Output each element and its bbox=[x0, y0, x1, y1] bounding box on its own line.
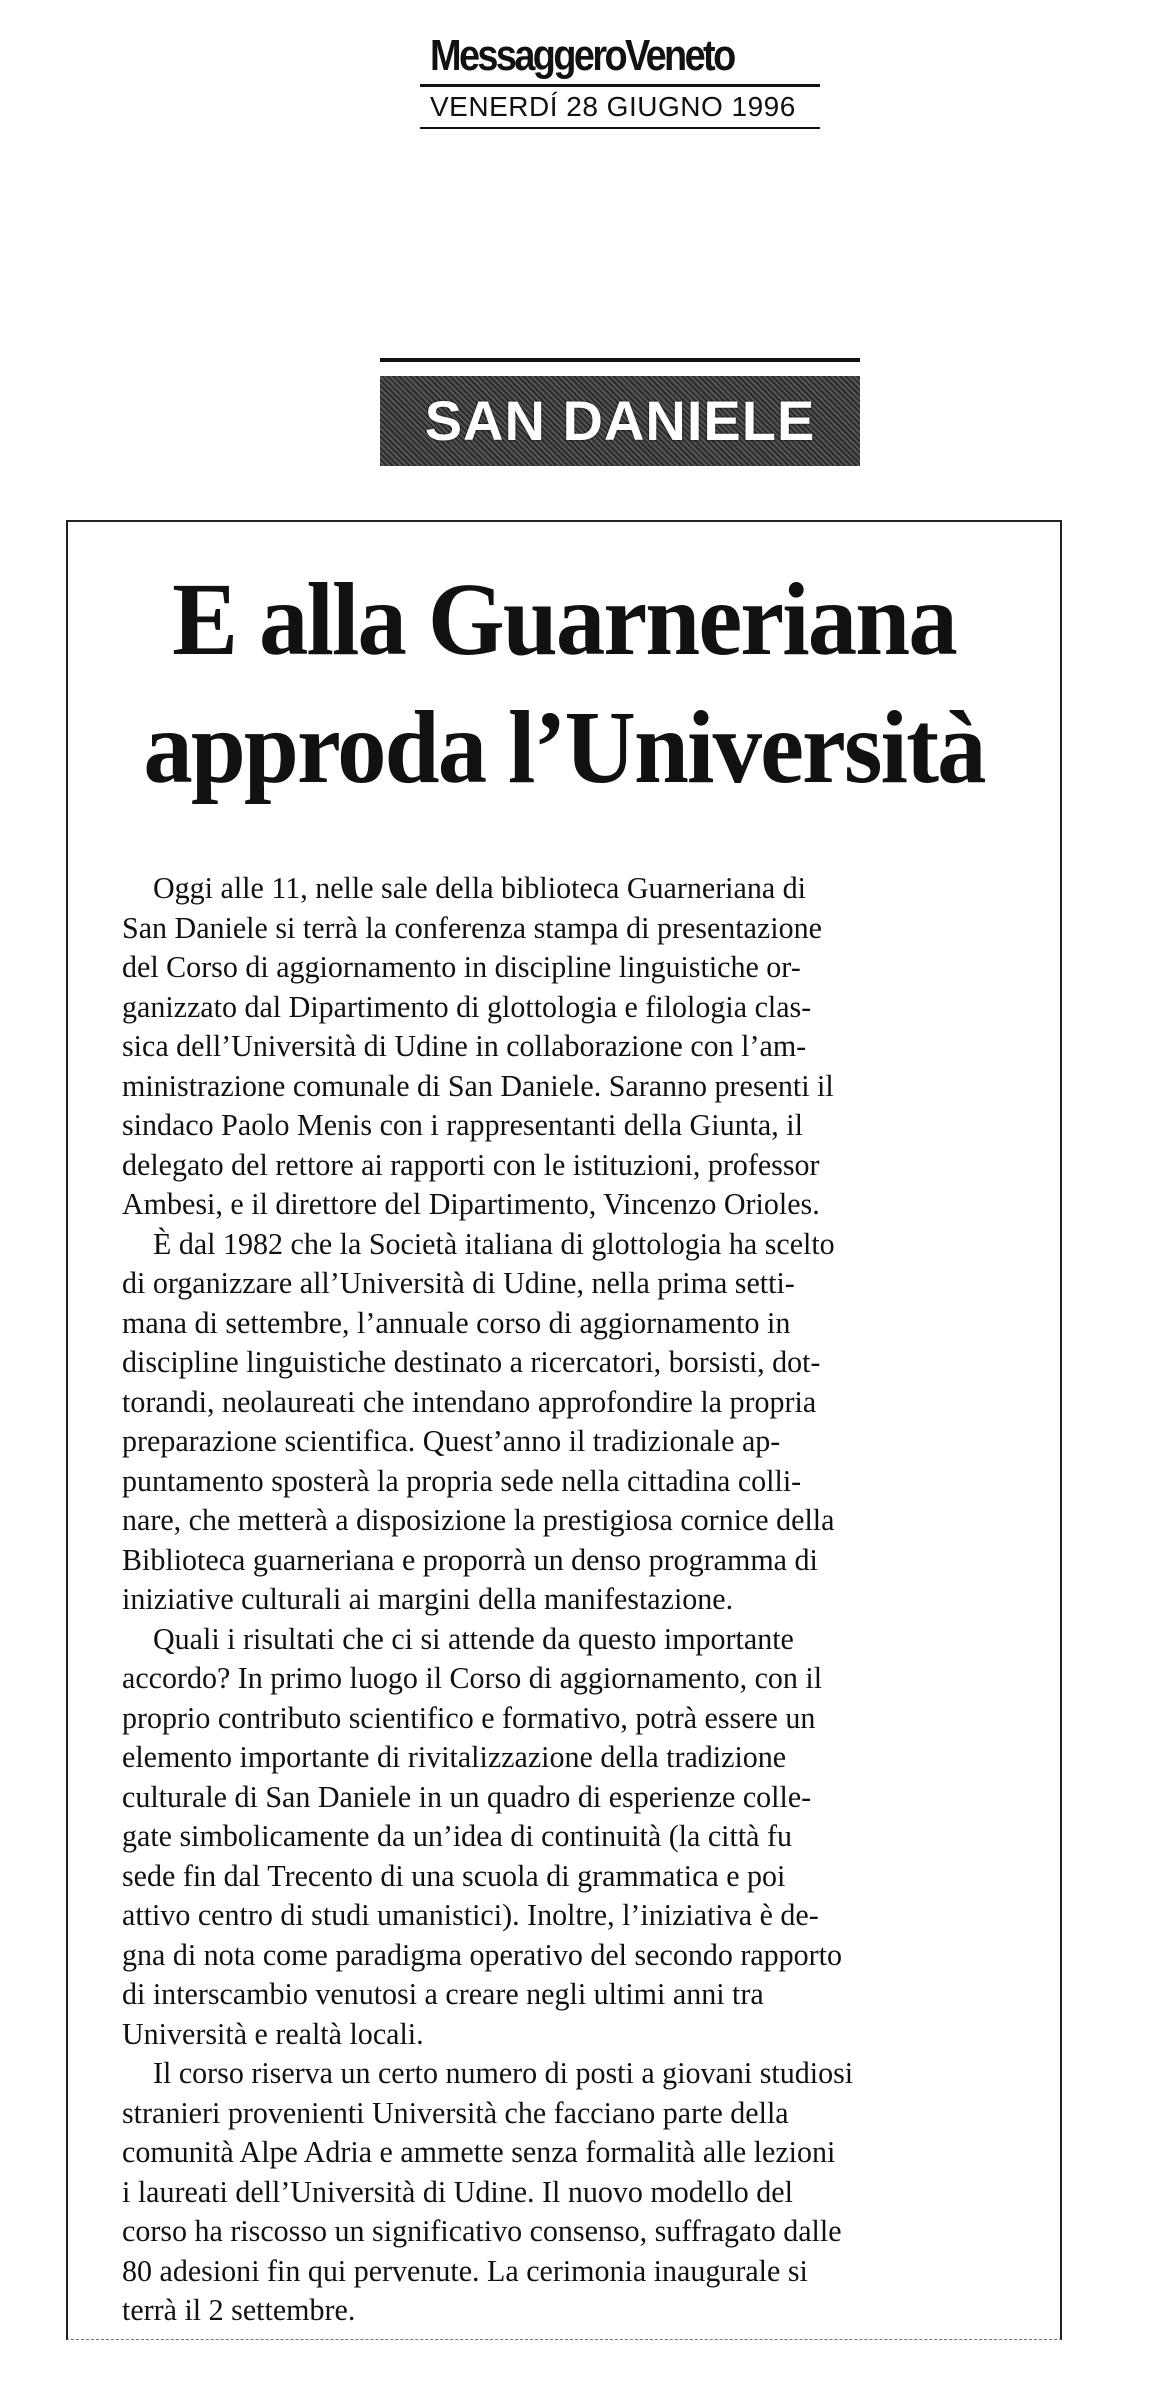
masthead-rule-bottom bbox=[420, 127, 820, 129]
section-label: SAN DANIELE bbox=[380, 376, 860, 466]
body-line: culturale di San Daniele in un quadro di esperienze colle- bbox=[122, 1778, 812, 1814]
body-line: corso ha riscosso un significativo consenso, suffragato dalle bbox=[122, 2213, 842, 2248]
body-line: accordo? In primo luogo il Corso di aggiornamento, con il bbox=[122, 1660, 823, 1695]
body-line: preparazione scientifica. Quest’anno il tradizionale ap- bbox=[122, 1423, 781, 1458]
body-line: di interscambio venutosi a creare negli ultimi anni tra bbox=[122, 1976, 764, 2011]
body-line: 80 adesioni fin qui pervenute. La cerimonia inaugurale si bbox=[122, 2252, 808, 2288]
masthead bbox=[420, 30, 820, 129]
headline-line: approda l’Università bbox=[143, 690, 985, 805]
article-body bbox=[122, 868, 1062, 2330]
publication-date: VENERDÍ 28 GIUGNO 1996 bbox=[430, 91, 796, 122]
body-line: proprio contributo scientifico e formativo, potrà essere un bbox=[122, 1699, 816, 1735]
body-line: iniziative culturali ai margini della manifestazione. bbox=[122, 1581, 734, 1616]
body-line: del Corso di aggiornamento in discipline linguistiche or- bbox=[122, 949, 801, 984]
body-line: puntamento sposterà la propria sede nella cittadina colli- bbox=[122, 1462, 802, 1498]
body-line: delegato del rettore ai rapporti con le istituzioni, professor bbox=[122, 1146, 820, 1182]
body-line: comunità Alpe Adria e ammette senza formalità alle lezioni bbox=[122, 2134, 836, 2169]
body-line: Biblioteca guarneriana e proporrà un denso programma di bbox=[122, 1541, 818, 1577]
body-line: nare, che metterà a disposizione la prestigiosa cornice della bbox=[122, 1502, 835, 1537]
body-line: gna di nota come paradigma operativo del secondo rapporto bbox=[122, 1936, 843, 1972]
body-line: gate simbolicamente da un’idea di continuità (la città fu bbox=[122, 1818, 793, 1853]
body-line: sindaco Paolo Menis con i rappresentanti della Giunta, il bbox=[122, 1107, 803, 1142]
body-line: elemento importante di rivitalizzazione della tradizione bbox=[122, 1739, 787, 1774]
body-line: Università e realtà locali. bbox=[122, 2015, 424, 2051]
body-line: È dal 1982 che la Società italiana di glottologia ha scelto bbox=[152, 1225, 835, 1261]
body-line: stranieri provenienti Università che facciano parte della bbox=[122, 2094, 789, 2130]
headline-line: E alla Guarneriana bbox=[172, 562, 956, 677]
body-line: Ambesi, e il direttore del Dipartimento, Vincenzo Orioles. bbox=[122, 1186, 820, 1221]
body-line: attivo centro di studi umanistici). Inoltre, l’iniziativa è de- bbox=[122, 1897, 819, 1932]
body-line: discipline linguistiche destinato a ricercatori, borsisti, dot- bbox=[122, 1344, 821, 1379]
headline bbox=[66, 556, 1062, 812]
body-line: i laureati dell’Università di Udine. Il nuovo modello del bbox=[122, 2173, 793, 2209]
body-line: San Daniele si terrà la conferenza stampa di presentazione bbox=[122, 909, 822, 945]
section-rule bbox=[380, 358, 860, 362]
body-line: Il corso riserva un certo numero di posti a giovani studiosi bbox=[152, 2055, 854, 2090]
body-line: mana di settembre, l’annuale corso di aggiornamento in bbox=[122, 1304, 791, 1340]
newspaper-name: MessaggeroVeneto bbox=[430, 31, 734, 80]
body-line: ministrazione comunale di San Daniele. Saranno presenti il bbox=[122, 1067, 834, 1103]
body-line: sede fin dal Trecento di una scuola di grammatica e poi bbox=[122, 1857, 786, 1893]
body-line: torandi, neolaureati che intendano approfondire la propria bbox=[122, 1383, 817, 1419]
body-line: terrà il 2 settembre. bbox=[122, 2292, 356, 2327]
body-line: di organizzare all’Università di Udine, nella prima setti- bbox=[122, 1265, 795, 1300]
body-line: ganizzato dal Dipartimento di glottologia e filologia clas- bbox=[122, 988, 812, 1024]
body-line: Quali i risultati che ci si attende da questo importante bbox=[152, 1620, 794, 1656]
body-line: sica dell’Università di Udine in collaborazione con l’am- bbox=[122, 1028, 807, 1063]
body-line: Oggi alle 11, nelle sale della biblioteca Guarneriana di bbox=[152, 870, 807, 905]
